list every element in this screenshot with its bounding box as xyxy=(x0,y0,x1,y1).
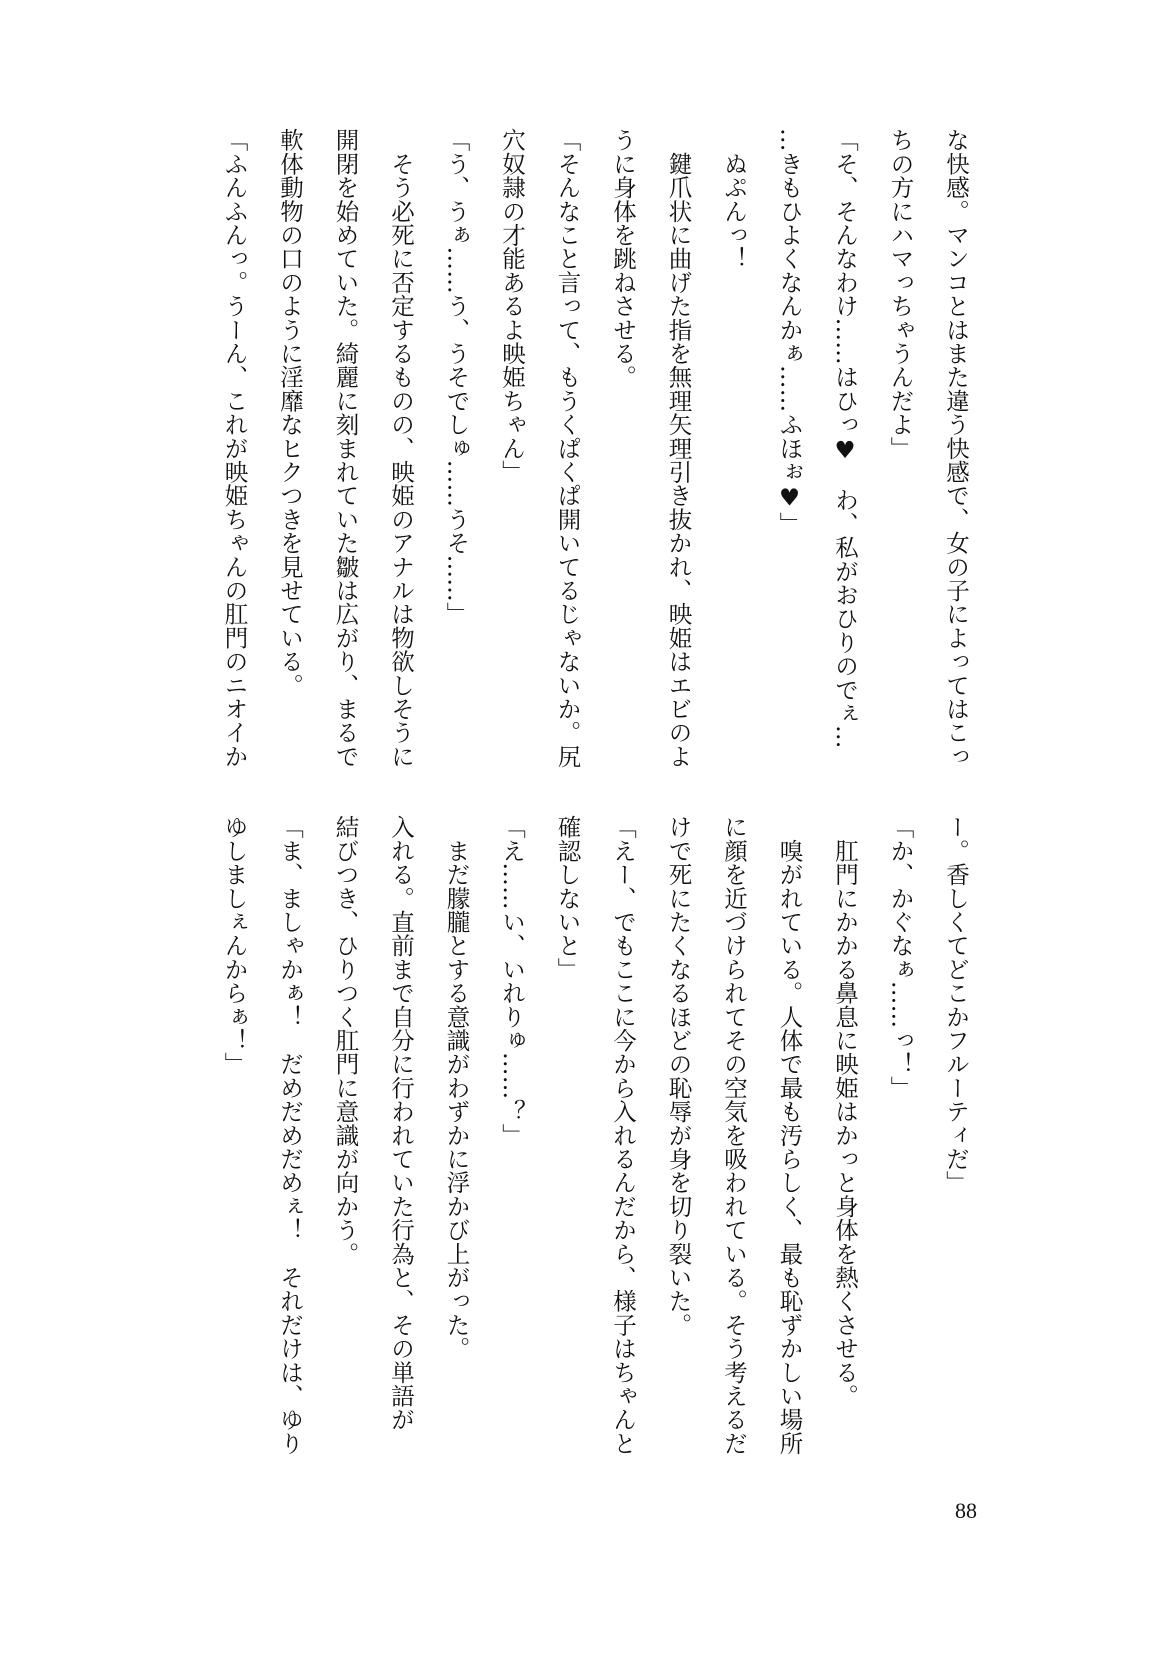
text-column: 「か、かぐなぁ……っ！」 xyxy=(886,815,915,1100)
text-column: 「そんなこと言って、もうくぱくぱ開いてるじゃないか。尻 xyxy=(553,128,582,768)
text-column: 穴奴隷の才能あるよ映姫ちゃん」 xyxy=(498,128,526,484)
text-column: 「ま、ましゃかぁ！ だめだめだめぇ！ それだけは、ゆり xyxy=(276,815,304,1455)
text-column: ー。香しくてどこかフルーティだ」 xyxy=(942,815,970,1195)
text-block-top xyxy=(206,128,983,788)
text-column: うに身体を跳ねさせる。 xyxy=(609,128,637,389)
text-column: 入れる。直前まで自分に行われていた行為と、その単語が xyxy=(387,815,415,1432)
text-block-bottom xyxy=(206,815,983,1495)
text-column: 肛門にかかる鼻息に映姫はかっと身体を熱くさせる。 xyxy=(831,815,859,1408)
text-column: 「そ、そんなわけ……はひっ♥ わ、私がおひりのでぇ… xyxy=(831,128,859,749)
text-column: そう必死に否定するものの、映姫のアナルは物欲しそうに xyxy=(387,128,415,768)
text-column: ぬぷんっ！ xyxy=(720,128,748,271)
text-column: 結びつき、ひりつく肛門に意識が向かう。 xyxy=(331,815,360,1266)
text-column: ちの方にハマっちゃうんだよ」 xyxy=(886,128,915,460)
text-column: まだ朦朧とする意識がわずかに浮かび上がった。 xyxy=(442,815,471,1361)
text-column: 「え……い、いれりゅ……？」 xyxy=(498,815,526,1147)
text-column: けで死にたくなるほどの恥辱が身を切り裂いた。 xyxy=(664,815,693,1337)
text-column: 開閉を始めていた。綺麗に刻まれていた皺は広がり、まるで xyxy=(331,128,360,768)
text-column: な快感。マンコとはまた違う快感で、女の子によってはこっ xyxy=(942,128,970,768)
text-column: ゆしましぇんからぁ！」 xyxy=(220,815,249,1076)
text-column: 鍵爪状に曲げた指を無理矢理引き抜かれ、映姫はエビのよ xyxy=(664,128,693,768)
text-column: 「ふんふんっ。うーん、これが映姫ちゃんの肛門のニオイか xyxy=(220,128,249,768)
text-column: 「えー、でもここに今から入れるんだから、様子はちゃんと xyxy=(609,815,637,1455)
text-column: 「う、うぁ……う、うそでしゅ……うそ……」 xyxy=(442,128,471,626)
text-column: 嗅がれている。人体で最も汚らしく、最も恥ずかしい場所 xyxy=(775,815,804,1455)
page-number: 88 xyxy=(955,1498,977,1523)
text-column: 軟体動物の口のように淫靡なヒクつきを見せている。 xyxy=(276,128,304,697)
text-column: に顔を近づけられてその空気を吸われている。そう考えるだ xyxy=(720,815,748,1455)
text-column: …きもひよくなんかぁ……ふほぉ♥」 xyxy=(775,128,804,536)
text-column: 確認しないと」 xyxy=(553,815,582,981)
